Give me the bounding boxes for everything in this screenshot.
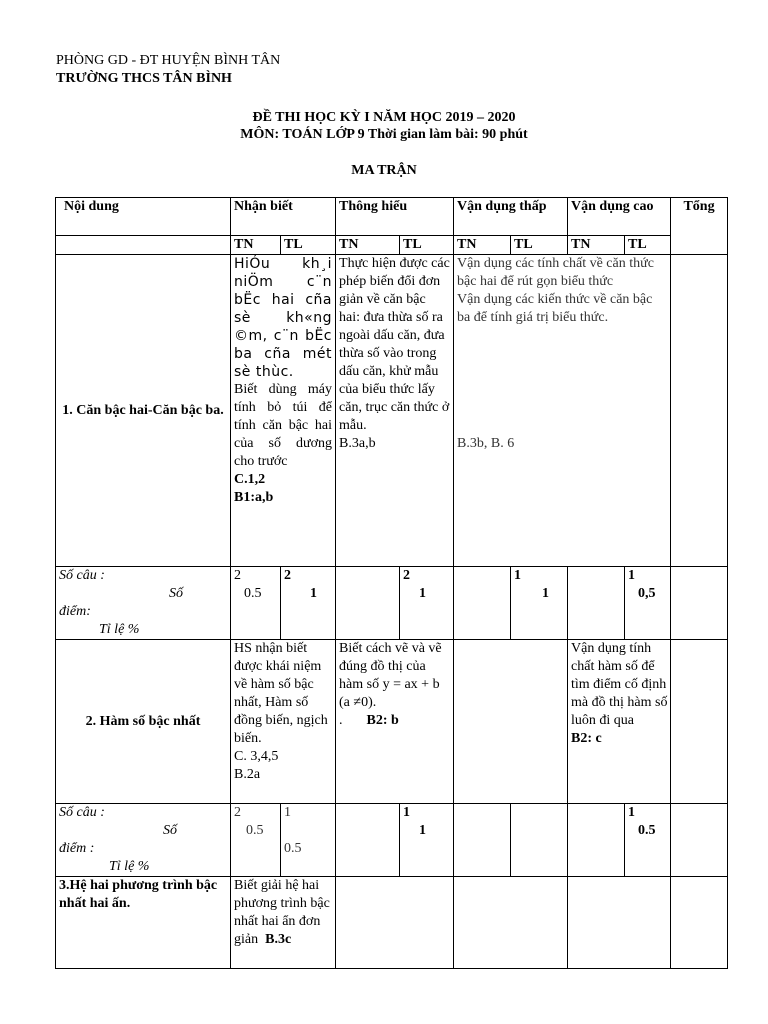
department-name: PHÒNG GD - ĐT HUYỆN BÌNH TÂN: [56, 53, 281, 68]
sub-tl-th: TL: [400, 236, 454, 255]
row1-recog-ref1: C.1,2: [234, 472, 266, 487]
row2-vdt-tl: [511, 804, 568, 877]
exam-title: ĐỀ THI HỌC KỲ I NĂM HỌC 2019 – 2020: [252, 110, 516, 125]
row3-apply-low: [454, 877, 568, 969]
row2-understand-text: Biết cách vẽ và vẽ đúng đồ thị của hàm số y = ax + b (a ≠0).: [339, 641, 442, 710]
row2-apply-high-ref: B2: c: [571, 731, 602, 746]
row2-content: [56, 640, 728, 804]
row1-nb-tl-count: 2: [284, 568, 291, 583]
row2-understand-ref: B2: b: [366, 713, 399, 728]
row3-total: [671, 877, 728, 969]
row1-recog-garbled: HiÓu kh¸i niÖm c¨n bËc hai cña sè kh«ng ©m, c¨n bËc ba cña mét sè thùc.: [234, 256, 333, 380]
row2-th-tl-count: 1: [403, 805, 411, 820]
row1-recog-text: Biết dùng máy tính bỏ túi để tính căn bậc hai của số dương cho trước: [234, 382, 333, 469]
row1-vdc-tl-count: 1: [628, 568, 636, 583]
header-total: Tổng: [671, 198, 728, 255]
row2-th-tl-score: 1: [419, 823, 427, 838]
row1-topic: 1. Căn bậc hai-Căn bậc ba.: [56, 255, 231, 567]
row2-stats-label: [56, 804, 231, 877]
row1-apply-text2: Vận dụng các kiến thức về căn bậc ba để tính giá trị biểu thức.: [457, 292, 653, 325]
stat-score-label-a: Số: [169, 586, 183, 601]
row1-recognize: [231, 255, 336, 567]
row2-apply-high: [568, 640, 671, 804]
row3-recog-ref: B.3c: [265, 932, 292, 947]
row1-stats-label: [56, 567, 231, 640]
sub-tn-vdt: TN: [454, 236, 511, 255]
matrix-title: MA TRẬN: [351, 163, 417, 178]
row2-vdt-tn: [454, 804, 511, 877]
row2-nb-tl-score: 0.5: [284, 841, 302, 856]
row2-recog-ref1: C. 3,4,5: [234, 749, 279, 764]
sub-tn-th: TN: [336, 236, 400, 255]
row2-nb-tn-score: 0.5: [246, 823, 264, 838]
sub-tl-vdt: TL: [511, 236, 568, 255]
subheader-row: [56, 236, 728, 255]
row2-vdc-tl: [625, 804, 671, 877]
row1-understand-text: Thực hiện được các phép biến đổi đơn giản về căn bậc hai: đưa thừa số ra ngoài dấu căn, đưa thừa số vào trong dấu căn, khử mẫu của biểu thức lấy căn, trục căn thức ở mẫu.: [339, 256, 450, 433]
row1-apply-text1: Vận dụng các tính chất về căn thức bậc hai để rút gọn biểu thức: [457, 256, 654, 289]
row2-th-tl: [400, 804, 454, 877]
row2-nb-tl-count: 1: [284, 805, 291, 820]
sub-tl-vdc: TL: [625, 236, 671, 255]
sub-tn-nb: TN: [231, 236, 281, 255]
row1-vdc-tl-score: 0,5: [638, 586, 656, 601]
header-understand: Thông hiểu: [336, 198, 454, 236]
row1-vdt-tl: [511, 567, 568, 640]
row2-understand-ref-line: [339, 712, 450, 730]
row1-vdc-tl: [625, 567, 671, 640]
row3-recog-text: Biết giải hệ hai phương trình bậc nhất hai ẩn đơn giản: [234, 878, 330, 947]
row2-apply-high-text: Vận dụng tính chất hàm số để tìm điểm cố định mà đồ thị hàm số luôn đi qua: [571, 641, 668, 728]
row1-content: [56, 255, 728, 567]
row3-apply-high: [568, 877, 671, 969]
stat-score-label-b: điểm:: [59, 604, 91, 619]
school-name: TRƯỜNG THCS TÂN BÌNH: [56, 71, 232, 86]
row1-total: [671, 255, 728, 567]
stat-ratio-label: Tỉ lệ %: [99, 622, 140, 637]
stat2-score-label-a: Số: [163, 823, 177, 838]
row1-recog-ref2: B1:a,b: [234, 490, 274, 505]
row3-topic: 3.Hệ hai phương trình bậc nhất hai ấn.: [56, 877, 231, 969]
row1-apply-ref: B.3b, B. 6: [457, 436, 515, 451]
row2-recog-ref2: B.2a: [234, 767, 261, 782]
header-content: Nội dung: [56, 198, 231, 236]
stat-count-label: Số câu :: [59, 568, 105, 583]
row2-apply-low: [454, 640, 568, 804]
row1-stats: [56, 567, 728, 640]
row2-nb-tn-count: 2: [234, 805, 241, 820]
row2-understand: [336, 640, 454, 804]
row2-understand-dot: .: [339, 713, 343, 728]
subject-line: MÔN: TOÁN LỚP 9 Thời gian làm bài: 90 phút: [240, 127, 528, 142]
row3-understand: [336, 877, 454, 969]
header-recognize: Nhận biết: [231, 198, 336, 236]
row2-vdc-tl-score: 0.5: [638, 823, 656, 838]
subheader-blank: [56, 236, 231, 255]
row2-stats: [56, 804, 728, 877]
row2-recognize: [231, 640, 336, 804]
row1-vdt-tl-count: 1: [514, 568, 522, 583]
row1-nb-tn-score: 0.5: [244, 586, 262, 601]
row2-topic: 2. Hàm số bậc nhất: [56, 640, 231, 804]
row1-th-tl: [400, 567, 454, 640]
row2-recog-text: HS nhận biết được khái niệm về hàm số bậc nhất, Hàm số đồng biến, ngịch biến.: [234, 641, 328, 746]
stat2-ratio-label: Tỉ lệ %: [109, 859, 150, 874]
row1-vdt-tn: [454, 567, 511, 640]
header-row: [56, 198, 728, 236]
row1-nb-tn: [231, 567, 281, 640]
row3-recog-line: [234, 877, 332, 949]
row2-total: [671, 640, 728, 804]
row2-th-tn: [336, 804, 400, 877]
row1-understand-ref: B.3a,b: [339, 436, 376, 451]
row2-vdc-tn: [568, 804, 625, 877]
row1-stats-total: [671, 567, 728, 640]
row1-nb-tl-score: 1: [310, 586, 317, 601]
row1-th-tn: [336, 567, 400, 640]
stat2-count-label: Số câu :: [59, 805, 105, 820]
row2-nb-tl: [281, 804, 336, 877]
row2-stats-total: [671, 804, 728, 877]
row3-content: [56, 877, 728, 969]
row1-th-tl-count: 2: [403, 568, 411, 583]
row1-vdt-tl-score: 1: [542, 586, 550, 601]
sub-tn-vdc: TN: [568, 236, 625, 255]
row1-nb-tn-count: 2: [234, 568, 241, 583]
stat2-score-label-b: điểm :: [59, 841, 95, 856]
row2-nb-tn: [231, 804, 281, 877]
row1-vdc-tn: [568, 567, 625, 640]
row1-understand: [336, 255, 454, 567]
header-apply-low: Vận dụng thấp: [454, 198, 568, 236]
row1-nb-tl: [281, 567, 336, 640]
row3-recognize: [231, 877, 336, 969]
row1-th-tl-score: 1: [419, 586, 427, 601]
row1-apply: [454, 255, 671, 567]
row2-vdc-tl-count: 1: [628, 805, 636, 820]
sub-tl-nb: TL: [281, 236, 336, 255]
header-apply-high: Vận dụng cao: [568, 198, 671, 236]
exam-matrix-table: [55, 197, 728, 969]
